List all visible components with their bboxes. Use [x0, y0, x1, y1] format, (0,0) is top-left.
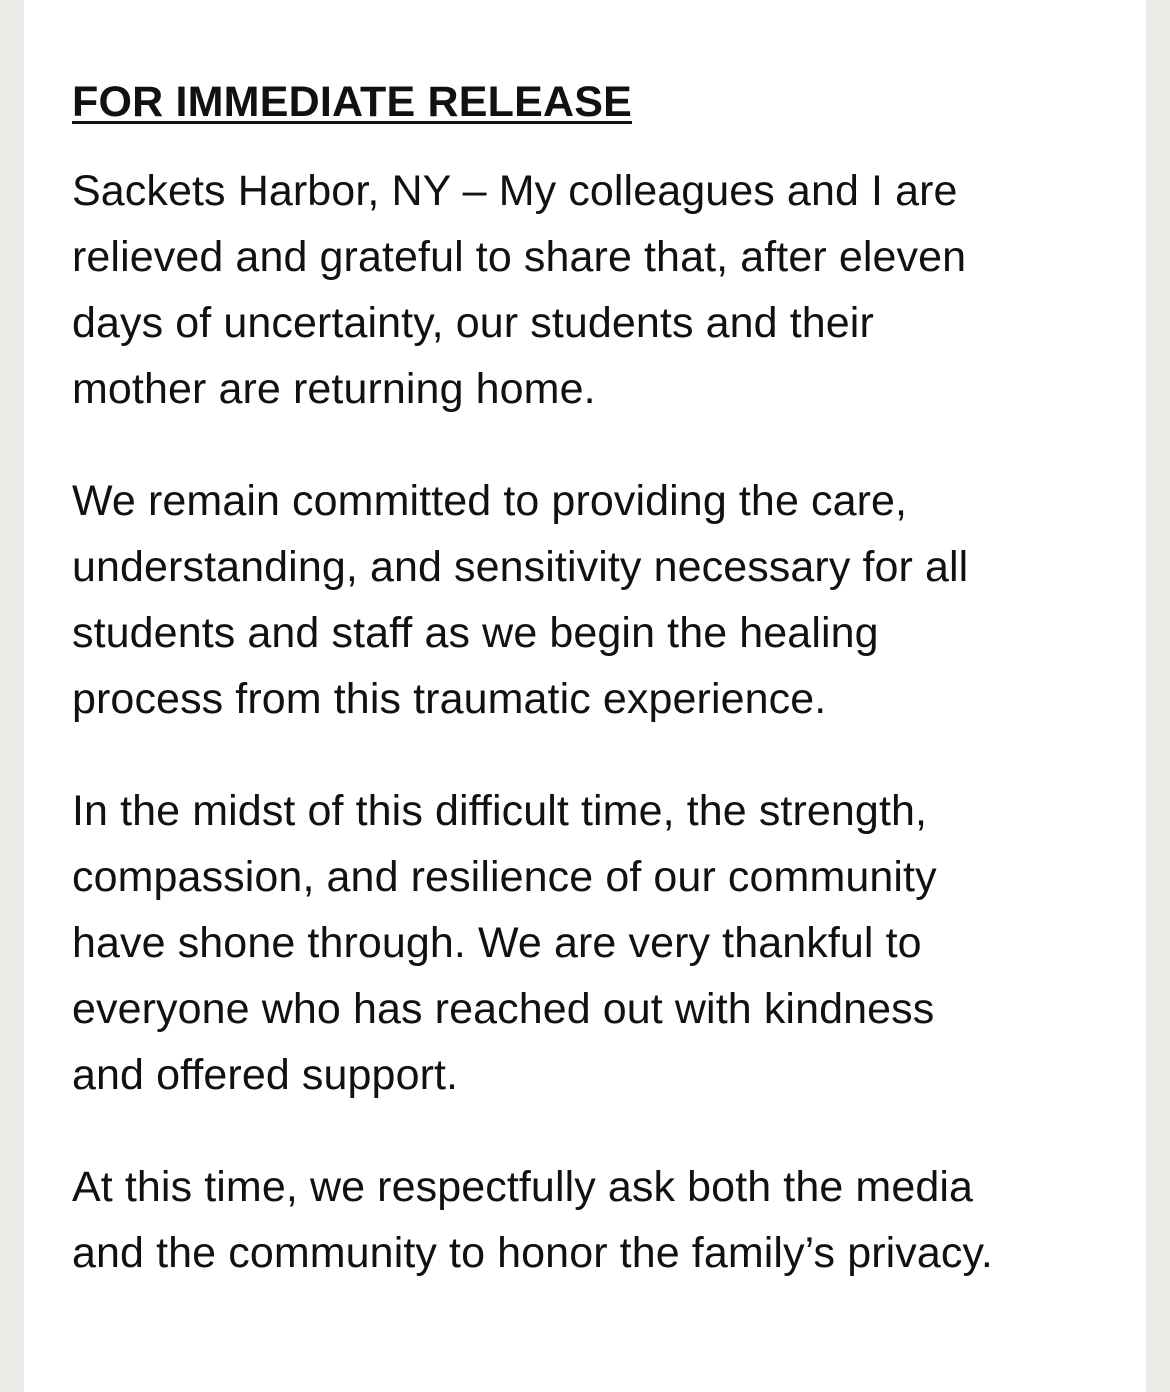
document-sheet — [24, 0, 1146, 1392]
press-release — [72, 74, 1132, 1332]
paragraph-line: We remain committed to providing the care, — [72, 477, 908, 525]
paragraph-line: and the community to honor the family’s privacy. — [72, 1229, 993, 1277]
paragraph-line: relieved and grateful to share that, after eleven — [72, 233, 967, 281]
paragraph-announcement — [72, 158, 1132, 422]
paragraph-line: everyone who has reached out with kindness — [72, 985, 935, 1033]
paragraph-line: and offered support. — [72, 1051, 459, 1099]
paragraph-line: At this time, we respectfully ask both the media — [72, 1163, 974, 1211]
paragraph-line: compassion, and resilience of our community — [72, 853, 937, 901]
release-heading: FOR IMMEDIATE RELEASE — [72, 78, 633, 126]
paragraph-line: understanding, and sensitivity necessary for all — [72, 543, 969, 591]
paragraph-line: process from this traumatic experience. — [72, 675, 827, 723]
paragraph-line: In the midst of this difficult time, the strength, — [72, 787, 928, 835]
paragraph-privacy-request — [72, 1154, 1132, 1286]
paragraph-line: mother are returning home. — [72, 365, 596, 413]
paragraph-line: have shone through. We are very thankful to — [72, 919, 922, 967]
paragraph-commitment — [72, 468, 1132, 732]
paragraph-line: students and staff as we begin the healing — [72, 609, 879, 657]
paragraph-line: days of uncertainty, our students and their — [72, 299, 874, 347]
paragraph-line: Sackets Harbor, NY – My colleagues and I are — [72, 167, 958, 215]
paragraph-community-thanks — [72, 778, 1132, 1108]
